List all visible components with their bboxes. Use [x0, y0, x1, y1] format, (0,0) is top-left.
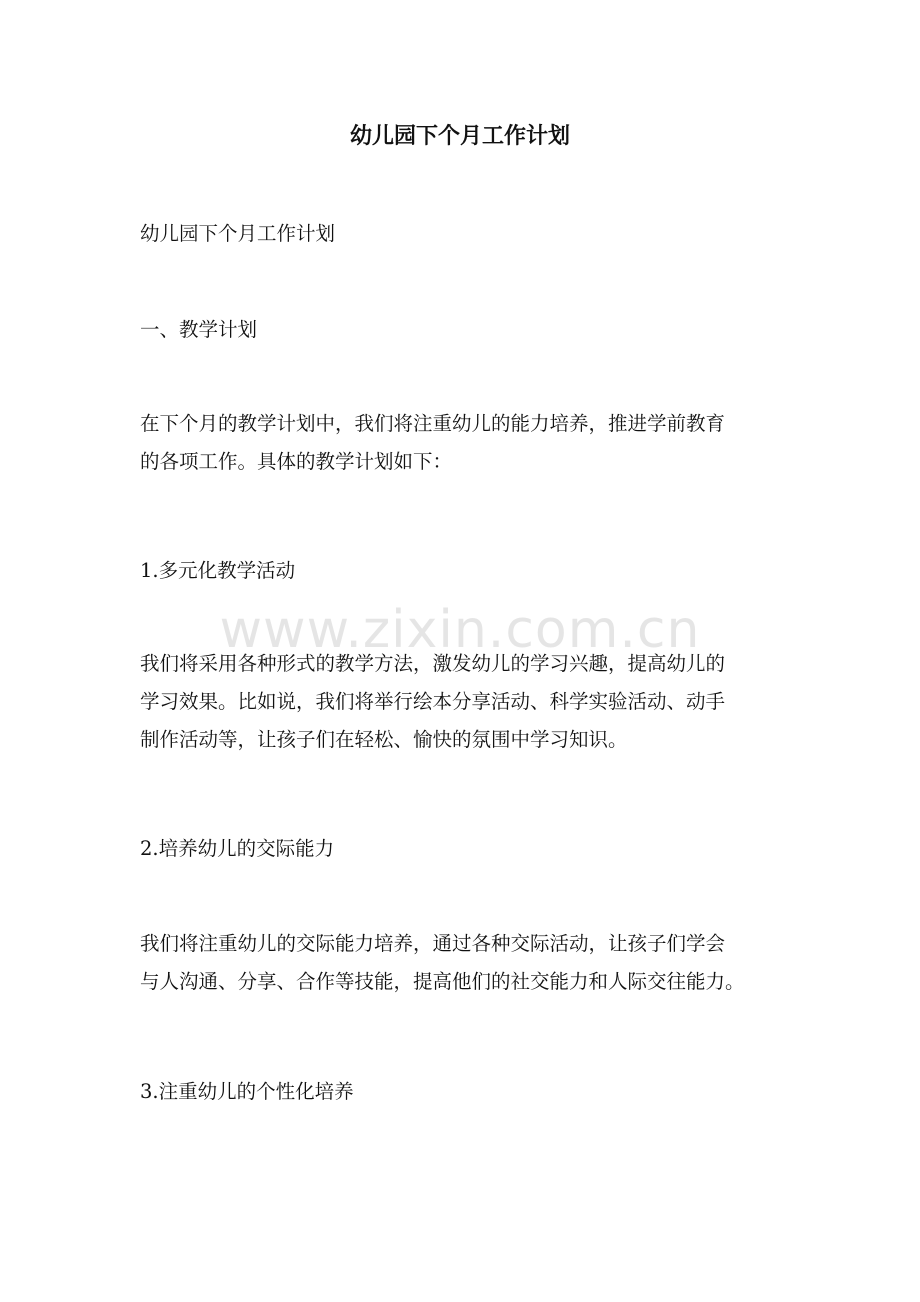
- item-3-heading: 3.注重幼儿的个性化培养: [140, 1080, 354, 1103]
- item-1-line-3: 制作活动等，让孩子们在轻松、愉快的氛围中学习知识。: [140, 728, 628, 751]
- item-2-heading: 2.培养幼儿的交际能力: [140, 837, 335, 860]
- item-2-line-2: 与人沟通、分享、合作等技能，提高他们的社交能力和人际交往能力。: [140, 970, 745, 993]
- item-2-paragraph: [140, 925, 800, 1001]
- document-subtitle: 幼儿园下个月工作计划: [140, 222, 336, 245]
- intro-line-2: 的各项工作。具体的教学计划如下：: [140, 450, 453, 473]
- item-1-heading: 1.多元化教学活动: [140, 559, 296, 582]
- section-heading-teaching-plan: 一、教学计划: [140, 318, 258, 341]
- item-1-line-1: 我们将采用各种形式的教学方法，激发幼儿的学习兴趣，提高幼儿的: [140, 652, 726, 675]
- watermark-text: www.zixin.com.cn: [219, 600, 701, 660]
- intro-paragraph: [140, 405, 800, 481]
- item-2-line-1: 我们将注重幼儿的交际能力培养，通过各种交际活动，让孩子们学会: [140, 932, 726, 955]
- intro-line-1: 在下个月的教学计划中，我们将注重幼儿的能力培养，推进学前教育: [140, 412, 726, 435]
- item-1-paragraph: [140, 645, 800, 759]
- item-1-line-2: 学习效果。比如说，我们将举行绘本分享活动、科学实验活动、动手: [140, 690, 726, 713]
- document-title: 幼儿园下个月工作计划: [349, 123, 570, 149]
